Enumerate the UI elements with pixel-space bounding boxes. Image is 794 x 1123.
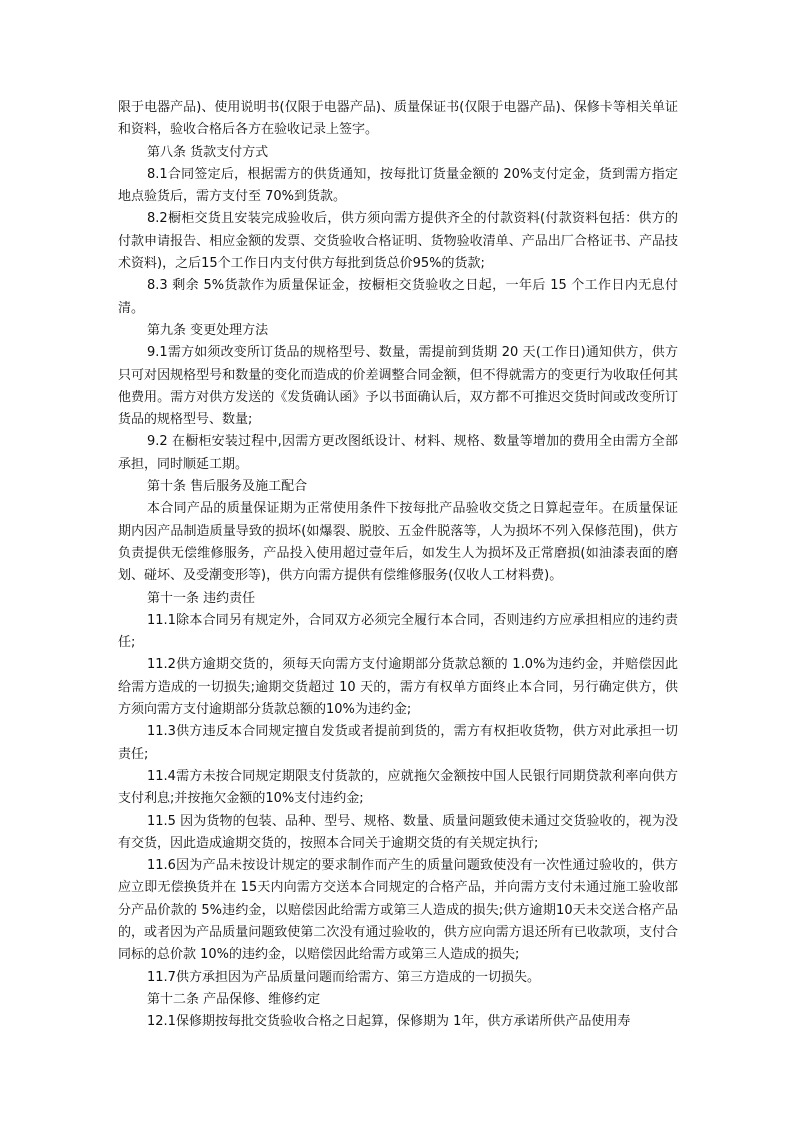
document-page xyxy=(118,97,678,1033)
article-10-heading: 第十条 售后服务及施工配合 xyxy=(147,479,308,495)
clause-11-2: 11.2供方逾期交货的，须每天向需方支付逾期部分货款总额的 1.0%为违约金，并赔偿因此给需方造成的一切损失;逾期交货超过 10 天的，需方有权单方面终止本合同，另行确定供方，供方须向需方支付逾期部分货款总额的10%为违约金; xyxy=(118,657,678,718)
clause-11-1: 11.1除本合同另有规定外，合同双方必须完全履行本合同，否则违约方应承担相应的违约责任; xyxy=(118,612,678,651)
clause-9-2: 9.2 在橱柜安装过程中,因需方更改图纸设计、材料、规格、数量等增加的费用全由需方全部承担，同时顺延工期。 xyxy=(118,434,678,472)
clause-11-4: 11.4需方未按合同规定期限支付货款的，应就拖欠金额按中国人民银行同期贷款利率向供方支付利息;并按拖欠金额的10%支付违约金; xyxy=(118,768,678,807)
clause-8-3: 8.3 剩余 5%货款作为质量保证金，按橱柜交货验收之日起，一年后 15 个工作日内无息付清。 xyxy=(118,278,678,316)
article-9-heading: 第九条 变更处理方法 xyxy=(147,322,269,338)
clause-8-2: 8.2橱柜交货且安装完成验收后，供方须向需方提供齐全的付款资料(付款资料包括：供方的付款申请报告、相应金额的发票、交货验收合格证明、货物验收清单、产品出厂合格证书、产品技术资料)，之后15个工作日内支付供方每批到货总价95%的货款; xyxy=(118,211,678,272)
paragraph-continuation: 限于电器产品)、使用说明书(仅限于电器产品)、质量保证书(仅限于电器产品)、保修卡等相关单证和资料，验收合格后各方在验收记录上签字。 xyxy=(118,100,678,138)
clause-8-1: 8.1合同签定后，根据需方的供货通知，按每批订货量金额的 20%支付定金，货到需方指定地点验货后，需方支付至 70%到货款。 xyxy=(118,166,678,205)
article-8-heading: 第八条 货款支付方式 xyxy=(147,144,269,160)
article-11-heading: 第十一条 违约责任 xyxy=(147,590,256,606)
clause-11-7: 11.7供方承担因为产品质量问题而给需方、第三方造成的一切损失。 xyxy=(147,969,540,985)
article-10-body: 本合同产品的质量保证期为正常使用条件下按每批产品验收交货之日算起壹年。在质量保证期内因产品制造质量导致的损坏(如爆裂、脱胶、五金件脱落等，人为损坏不列入保修范围)，供方负责提供无偿维修服务，产品投入使用超过壹年后，如发生人为损坏及正常磨损(如油漆表面的磨划、碰坏、及受潮变形等)，供方向需方提供有偿维修服务(仅收人工材料费)。 xyxy=(118,501,678,584)
clause-11-6: 11.6因为产品未按设计规定的要求制作而产生的质量问题致使没有一次性通过验收的，供方应立即无偿换货并在 15天内向需方交送本合同规定的合格产品，并向需方支付未通过施工验收部分产品价款的 5%违约金，以赔偿因此给需方或第三人造成的损失;供方逾期10天未交送合格产品的，或者因为产品质量问题致使第二次没有通过验收的，供方应向需方退还所有已收款项，支付合同标的总价款 10%的违约金，以赔偿因此给需方或第三人造成的损失; xyxy=(118,858,678,963)
clause-11-3: 11.3供方违反本合同规定擅自发货或者提前到货的，需方有权拒收货物，供方对此承担一切责任; xyxy=(118,724,678,762)
clause-9-1: 9.1需方如须改变所订货品的规格型号、数量，需提前到货期 20 天(工作日)通知供方，供方只可对因规格型号和数量的变化而造成的价差调整合同金额，但不得就需方的变更行为收取任何其他费用。需方对供方发送的《发货确认函》予以书面确认后，双方都不可推迟交货时间或改变所订货品的规格型号、数量; xyxy=(118,345,678,428)
clause-11-5: 11.5 因为货物的包装、品种、型号、规格、数量、质量问题致使未通过交货验收的，视为没有交货，因此造成逾期交货的，按照本合同关于逾期交货的有关规定执行; xyxy=(118,813,678,851)
clause-12-1: 12.1保修期按每批交货验收合格之日起算，保修期为 1年，供方承诺所供产品使用寿 xyxy=(147,1014,631,1030)
article-12-heading: 第十二条 产品保修、维修约定 xyxy=(147,991,321,1007)
